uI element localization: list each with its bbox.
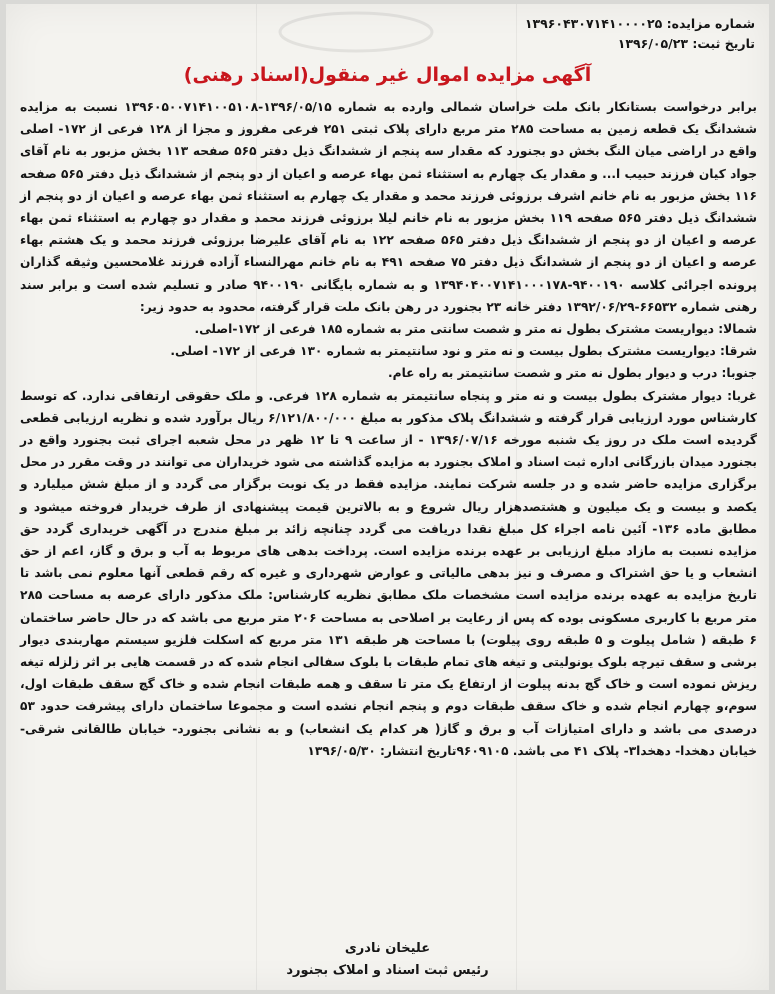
registration-date: ۱۳۹۶/۰۵/۲۳ [617, 36, 688, 51]
boundary-east: شرقا: دیواریست مشترک بطول بیست و نه متر و نود سانتیمتر به شماره ۱۳۰ فرعی از ۱۷۲- اصلی. [170, 344, 757, 359]
boundary-south: جنوبا: درب و دیوار بطول نه متر و شصت سانتیمتر به راه عام. [388, 366, 757, 381]
signature-block [6, 938, 769, 982]
faded-watermark [276, 10, 436, 54]
auction-number-line [525, 14, 755, 34]
notice-body [20, 96, 757, 762]
auction-number: ۱۳۹۶۰۴۳۰۷۱۴۱۰۰۰۰۲۵ [524, 16, 663, 31]
intro-paragraph: برابر درخواست بستانکار بانک ملت خراسان شمالی وارده به شماره ۱۳۹۶/۰۵/۱۵-۱۳۹۶۰۵۰۰۷۱۴۱۰۰۵۱۰۸ نسبت به مزایده ششدانگ یک قطعه زمین به مساحت ۲۸۵ متر مربع دارای پلاک ثبتی ۲۵۱ فرعی مفروز و مجزا از ۱۲۸ فرعی از ۱۷۲- اصلی واقع در اراضی میان النگ بخش دو بجنورد که مقدار سه پنجم از ششدانگ ذیل دفتر ۵۶۵ صفحه ۱۱۳ بخش مزبور به نام آقای جواد کیان فرزند حبیب ا... و مقدار یک چهارم به استثناء ثمن بهاء عرصه و اعیان از دو پنجم از ششدانگ ذیل دفتر ۵۶۵ صفحه ۱۱۶ بخش مزبور به نام خانم اشرف برزوئی فرزند محمد و مقدار یک چهارم به استثناء ثمن بهاء عرصه و اعیان از دو پنجم از ششدانگ ذیل دفتر ۵۶۵ صفحه ۱۱۹ بخش مزبور به نام خانم لیلا برزوئی فرزند محمد و مقدار دو چهارم به استثناء ثمن بهاء عرصه و اعیان از دو پنجم از ششدانگ ذیل دفتر ۵۶۵ صفحه ۱۲۲ به نام آقای علیرضا برزوئی فرزند محمد و یک هشتم بهاء عرصه و اعیان از دو پنجم از ششدانگ ذیل دفتر ۷۵ صفحه ۴۹۱ به نام خانم مهرالنساء آزاده فرزند غلامحسین وثیقه گذاران پرونده اجرائی کلاسه ۹۴۰۰۱۹۰-۱۳۹۴۰۴۰۰۷۱۴۱۰۰۰۱۷۸ و به شماره بایگانی ۹۴۰۰۱۹۰ صادر و تسلیم شده است و برابر سند رهنی شماره ۶۶۵۳۲-۱۳۹۲/۰۶/۲۹ دفتر خانه ۲۳ بجنورد در رهن بانک ملت قرار گرفته، محدود به حدود زیر: [20, 100, 758, 314]
auction-meta [525, 14, 755, 54]
registration-date-line [525, 34, 755, 54]
signatory-position: رئیس ثبت اسناد و املاک بجنورد [286, 963, 489, 978]
boundary-north: شمالا: دیواریست مشترک بطول نه متر و شصت سانتی متر به شماره ۱۸۵ فرعی از ۱۷۲-اصلی. [194, 322, 757, 337]
boundary-west-and-terms: غربا: دیوار مشترک بطول بیست و نه متر و پنجاه سانتیمتر به شماره ۱۲۸ فرعی. و ملک حقوقی ارتفاقی ندارد. که توسط کارشناس مورد ارزیابی قرار گرفته و ششدانگ پلاک مذکور به مبلغ ۶/۱۲۱/۸۰۰/۰۰۰ ریال برآورد شده و نظریه ارزیابی قطعی گردیده است ملک در روز یک شنبه مورخه ۱۳۹۶/۰۷/۱۶ - از ساعت ۹ تا ۱۲ ظهر در محل شعبه اجرای ثبت بجنورد واقع در بجنورد میدان بازرگانی اداره ثبت اسناد و املاک بجنورد به مزایده گذاشته می شود خریداران می توانند در وقت مقرر در محل برگزاری مزایده حاضر شده و در جلسه شرکت نمایند. مزایده فقط در یک نوبت برگزار می گردد و از مبلغ شش میلیارد و یکصد و بیست و یک میلیون و هشتصدهزار ریال شروع و به بالاترین قیمت پیشنهادی از طرف خریدار فروخته میشود و مطابق ماده ۱۳۶- آئین نامه اجراء کل مبلغ نقدا دریافت می گردد چنانچه زائد بر مبلغ مندرج در آگهی خریداری گردد حق مزایده نسبت به مازاد مبلغ ارزیابی بر عهده برنده مزایده است. پرداخت بدهی های مربوط به آب و برق و گاز، اعم از حق انشعاب و یا حق اشتراک و مصرف و نیز بدهی مالیاتی و عوارض شهرداری و غیره که رقم قطعی آنها معلوم نمی باشد تا تاریخ مزایده به عهده برنده مزایده است مشخصات ملک مطابق نظریه کارشناس: ملک مذکور دارای عرصه به مساحت ۲۸۵ متر مربع با کاربری مسکونی بوده که پس از رعایت بر اصلاحی به مساحت ۲۰۶ متر مربع می باشد که در حال حاضر ساختمان ۶ طبقه ( شامل پیلوت و ۵ طبقه روی پیلوت) با مساحت هر طبقه ۱۳۱ متر مربع که اسکلت فلزیو سیستم مهاربندی دیوار برشی و سقف تیرچه بلوک یونولیتی و تیغه های تمام طبقات با بلوک سفالی انجام شده که در قسمت هایی بر اثر زلزله تیغه ریزش نموده است و خاک گچ بدنه پیلوت از ارتفاع یک متر تا سقف و همه طبقات انجام شده و خاک گچ سقف طبقات اول، سوم،و چهارم انجام شده و خاک سقف طبقات دوم و پنجم انجام نشده است و مجموعا ساختمان دارای پیشرفت حدود ۵۳ درصدی می باشد و دارای امتیازات آب و برق و گاز( هر کدام یک انشعاب) و به نشانی بجنورد- خیابان طالقانی شرقی- خیابان دهخدا- دهخدا۳- پلاک ۴۱ می باشد. ۹۶۰۹۱۰۵تاریخ انتشار: ۱۳۹۶/۰۵/۳۰ [20, 388, 758, 758]
signatory-name: علیخان نادری [344, 941, 431, 956]
notice-title: آگهی مزایده اموال غیر منقول(اسناد رهنی) [183, 64, 592, 86]
registration-date-label: تاریخ ثبت: [692, 36, 755, 51]
newspaper-clipping [6, 4, 769, 990]
auction-number-label: شماره مزایده: [666, 16, 755, 31]
